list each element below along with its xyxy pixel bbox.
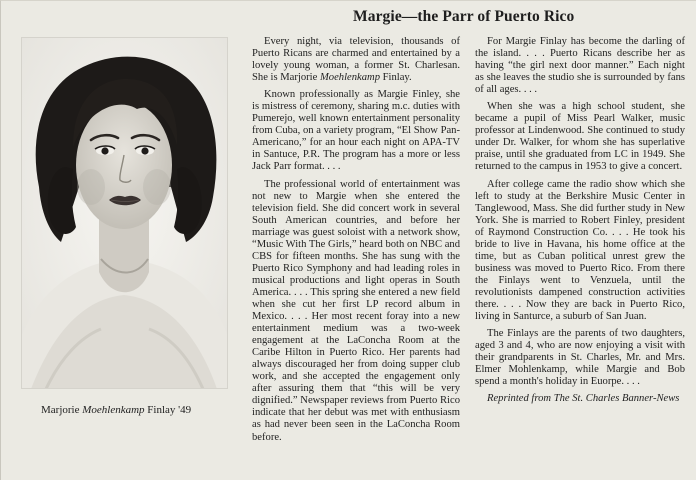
caption-suffix: Finlay '49 bbox=[147, 404, 192, 416]
paragraph: Known professionally as Margie Finley, she is mistress of ceremony, sharing m.c. duties with Pumerejo, well known entertainment personality from Cuba, on a variety program, “El Show Pan-Americano,” for an hour each night on APA-TV in Santuce, P.R. The program has a more or less Jack Parr format. . . . bbox=[252, 89, 460, 173]
portrait-illustration bbox=[21, 37, 228, 389]
article-title: Margie—the Parr of Puerto Rico bbox=[353, 8, 575, 25]
article-column-2 bbox=[475, 36, 685, 410]
paragraph-text: Finlay. bbox=[382, 72, 412, 84]
paragraph-text: Every night, via television, thousands of Puerto Ricans are charmed and entertained by a lovely young woman, a former St. Charlesan. She is Marjorie bbox=[252, 36, 460, 84]
paragraph: The professional world of entertainment was not new to Margie when she entered the television field. She did concert work in several South American countries, and before her marriage was guest soloist with a network show, “Music With The Girls,” heard both on NBC and CBS for fifteen months. She has sung with the Puerto Rico Symphony and had leading roles in musical productions and light operas in South America. . . . This spring she entered a new field when she cut her first LP record album in Mexico. . . . Her most recent foray into a new entertainment medium was a two-week engagement at the LaConcha Room at the Caribe Hilton in Puerto Rico. Her parents had always discouraged her from doing supper club work, and she accepted the engagement only after assuring them that “this will be very dignified.” Newspaper reviews from Puerto Rico indicate that her debut was met with enthusiasm as had never been seen in the LaConcha Room before. bbox=[252, 178, 460, 443]
paragraph: The Finlays are the parents of two daughters, aged 3 and 4, who are now enjoying a visit with their grandparents in St. Charles, Mr. and Mrs. Elmer Mohlenkamp, while Margie and Bob spend a month's holiday in Euorpe. . . . bbox=[475, 328, 685, 388]
article-column-1 bbox=[252, 36, 460, 449]
paragraph bbox=[252, 36, 460, 84]
paragraph: After college came the radio show which she left to study at the Berkshire Music Center in Tanglewood, Mass. She did further study in New York. She is married to Robert Finley, president of Raymond Construction Co. . . . He took his bride to live in Havana, his home office at the time, but as Cuban political unrest grew the business was moved to Puerto Rico. From there the Finlays went to Venzuela, until the revolutionists dampened construction activities there. . . . Now they are back in Puerto Rico, living in Santurce, a suburb of San Juan. bbox=[475, 178, 685, 323]
caption-prefix: Marjorie bbox=[41, 404, 80, 416]
portrait-photo bbox=[21, 37, 228, 389]
paragraph: For Margie Finlay has become the darling of the island. . . . Puerto Ricans describe her as having “the girl next door manner.” Each night as she leaves the studio she is surrounded by fans of all ages. . . . bbox=[475, 36, 685, 96]
paragraph: When she was a high school student, she became a pupil of Miss Pearl Walker, music professor at Lindenwood. She continued to study under Dr. Walker, for whom she has superlative praise, until she graduated from LC in 1949. She returned to the campus in 1953 to give a concert. bbox=[475, 101, 685, 173]
caption-surname: Moehlenkamp bbox=[82, 404, 145, 416]
surname-italic: Moehlenkamp bbox=[319, 72, 380, 84]
photo-caption bbox=[41, 404, 191, 416]
source-credit: Reprinted from The St. Charles Banner-News bbox=[487, 393, 680, 405]
